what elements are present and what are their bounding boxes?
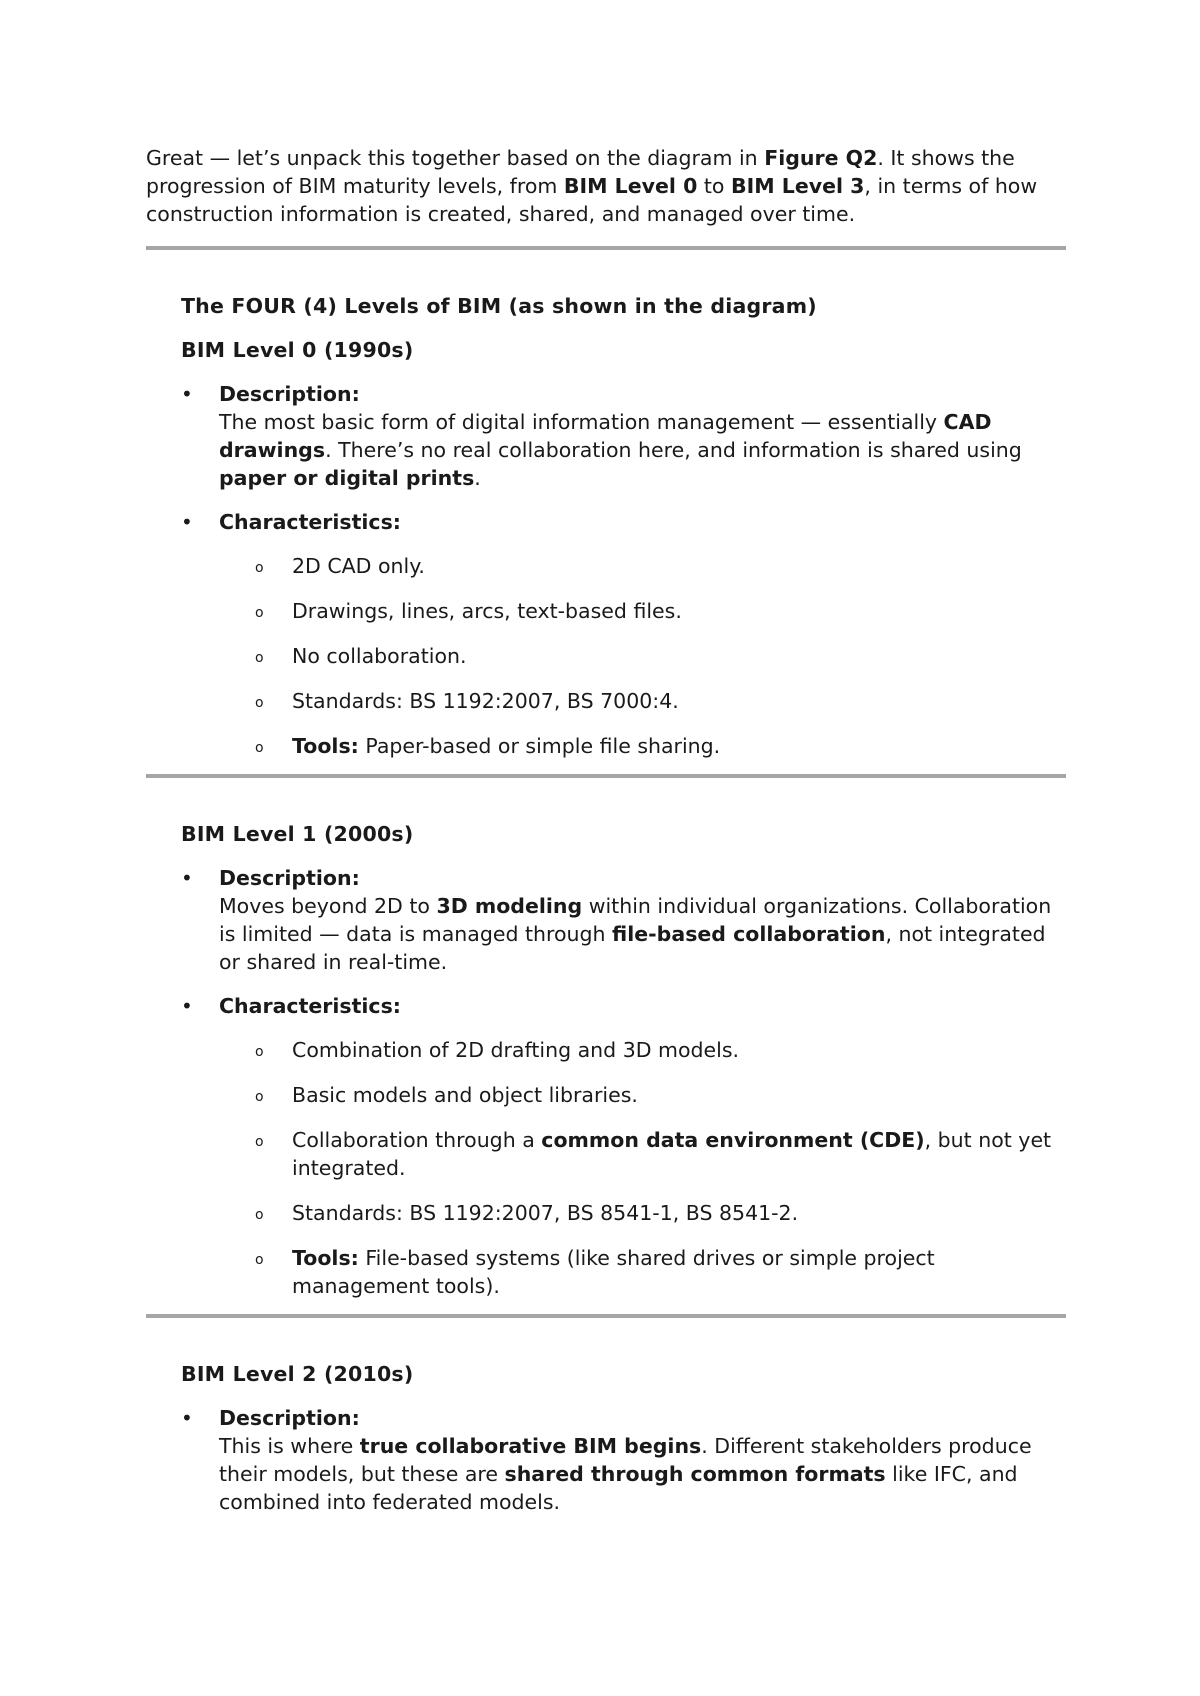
bold-run: shared through common formats (504, 1462, 886, 1486)
sub-bullet-icon: o (255, 560, 264, 576)
bullet-icon: • (181, 866, 193, 890)
text-run: , not integrated or shared in real-time. (219, 922, 1046, 974)
intro-text: , in terms of how construction information is created, shared, and managed over time. (146, 174, 1038, 226)
bullet-icon: • (181, 994, 193, 1018)
description-text (219, 410, 1022, 490)
text-run: like IFC, and combined into federated models. (219, 1462, 1018, 1514)
item-text: No collaboration. (292, 644, 467, 668)
figure-ref: Figure Q2 (764, 146, 878, 170)
characteristics-list (219, 1036, 1066, 1300)
document-page (146, 144, 1066, 1532)
bullet-icon: • (181, 382, 193, 406)
text-run: Moves beyond 2D to (219, 894, 437, 918)
item-text: Standards: BS 1192:2007, BS 7000:4. (292, 689, 679, 713)
bullet-icon: • (181, 510, 193, 534)
bold-run: common data environment (CDE) (541, 1128, 925, 1152)
description-text (219, 1434, 1032, 1514)
section-level-0 (146, 292, 1066, 760)
description-label: Description: (219, 1406, 360, 1430)
item-text: Drawings, lines, arcs, text-based files. (292, 599, 682, 623)
level0-ref: BIM Level 0 (563, 174, 698, 198)
characteristics-bullet (181, 992, 1066, 1300)
item-text: Basic models and object libraries. (292, 1083, 638, 1107)
sub-bullet-icon: o (255, 740, 264, 756)
item-text: 2D CAD only. (292, 554, 425, 578)
list-item (219, 1244, 1066, 1300)
level-0-title: BIM Level 0 (1990s) (181, 338, 414, 362)
text-run: The most basic form of digital information management — essentially (219, 410, 944, 434)
sub-bullet-icon: o (255, 1207, 264, 1223)
level-1-bullets (181, 864, 1066, 1300)
text-run: This is where (219, 1434, 360, 1458)
tools-label: Tools: (292, 1246, 359, 1270)
list-item (219, 1081, 1066, 1109)
sub-bullet-icon: o (255, 1089, 264, 1105)
intro-text: Great — let’s unpack this together based on the diagram in (146, 146, 765, 170)
bold-run: true collaborative BIM begins (359, 1434, 702, 1458)
text-run: . Different stakeholders produce their models, but these are (219, 1434, 1032, 1486)
bold-run: file-based collaboration (612, 922, 886, 946)
horizontal-rule (146, 246, 1066, 250)
description-text (219, 894, 1051, 974)
description-bullet (181, 1404, 1066, 1516)
text-run: . There’s no real collaboration here, and information is shared using (325, 438, 1022, 462)
list-item (219, 642, 1066, 670)
bold-run: paper or digital prints (219, 466, 475, 490)
bold-run: CAD drawings (219, 410, 992, 462)
characteristics-label: Characteristics: (219, 510, 401, 534)
list-item (219, 1199, 1066, 1227)
description-label: Description: (219, 382, 360, 406)
list-item (219, 1126, 1066, 1182)
item-text: Combination of 2D drafting and 3D models. (292, 1038, 740, 1062)
horizontal-rule (146, 774, 1066, 778)
sub-bullet-icon: o (255, 1044, 264, 1060)
intro-text: to (697, 174, 731, 198)
sub-bullet-icon: o (255, 650, 264, 666)
description-bullet (181, 380, 1066, 492)
level-2-title: BIM Level 2 (2010s) (181, 1362, 414, 1386)
level-1-title: BIM Level 1 (2000s) (181, 822, 414, 846)
item-text: Paper-based or simple file sharing. (358, 734, 721, 758)
level-2-bullets (181, 1404, 1066, 1516)
section-level-1 (146, 820, 1066, 1300)
item-text: File-based systems (like shared drives or simple project management tools). (292, 1246, 935, 1298)
list-item (219, 552, 1066, 580)
list-item (219, 1036, 1066, 1064)
characteristics-bullet (181, 508, 1066, 760)
text-run: , but not yet integrated. (292, 1128, 1052, 1180)
sub-bullet-icon: o (255, 605, 264, 621)
level3-ref: BIM Level 3 (730, 174, 865, 198)
text-run: . (474, 466, 481, 490)
main-title: The FOUR (4) Levels of BIM (as shown in the diagram) (181, 294, 817, 318)
list-item (219, 597, 1066, 625)
horizontal-rule (146, 1314, 1066, 1318)
text-run: within individual organizations. Collaboration is limited — data is managed through (219, 894, 1052, 946)
description-bullet (181, 864, 1066, 976)
sub-bullet-icon: o (255, 1252, 264, 1268)
bullet-icon: • (181, 1406, 193, 1430)
tools-label: Tools: (292, 734, 359, 758)
characteristics-label: Characteristics: (219, 994, 401, 1018)
description-label: Description: (219, 866, 360, 890)
list-item (219, 732, 1066, 760)
sub-bullet-icon: o (255, 1134, 264, 1150)
sub-bullet-icon: o (255, 695, 264, 711)
section-level-2 (146, 1360, 1066, 1516)
intro-paragraph (146, 144, 1066, 228)
text-run: Collaboration through a (292, 1128, 542, 1152)
bold-run: 3D modeling (436, 894, 583, 918)
intro-text: . It shows the progression of BIM maturity levels, from (146, 146, 1015, 198)
item-text: Standards: BS 1192:2007, BS 8541-1, BS 8541-2. (292, 1201, 799, 1225)
level-0-bullets (181, 380, 1066, 760)
list-item (219, 687, 1066, 715)
characteristics-list (219, 552, 1066, 760)
